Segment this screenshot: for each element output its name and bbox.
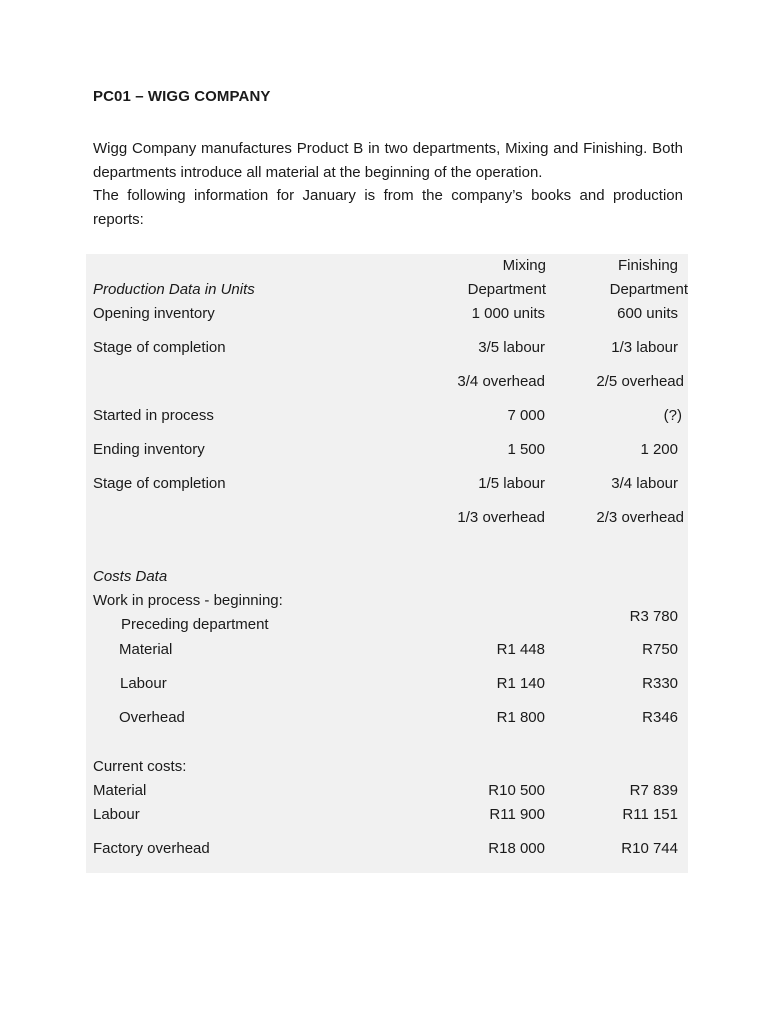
costs-section-label: Costs Data xyxy=(93,568,168,585)
table-row xyxy=(86,608,688,637)
table-row xyxy=(86,706,688,730)
table-row xyxy=(86,803,688,827)
finishing-value: 1/3 labour xyxy=(611,339,678,356)
table-row xyxy=(86,779,688,803)
mixing-value: R11 900 xyxy=(489,806,545,823)
finishing-value: 600 units xyxy=(617,305,678,322)
row-label: Stage of completion xyxy=(93,339,226,356)
finishing-value: R7 839 xyxy=(629,782,678,799)
finishing-value: R750 xyxy=(642,641,678,658)
finishing-value: 2/3 overhead xyxy=(596,509,684,526)
wip-label: Work in process - beginning: xyxy=(93,592,283,609)
intro-paragraph-1: Wigg Company manufactures Product B in two departments, Mixing and Finishing. Both departments introduce all material at the beginning of the operation. xyxy=(93,140,683,181)
current-costs-label: Current costs: xyxy=(93,758,187,775)
header-row-1 xyxy=(86,254,688,278)
mixing-value: R1 800 xyxy=(496,709,545,726)
costs-section-row xyxy=(86,565,688,589)
row-label: Stage of completion xyxy=(93,475,226,492)
table-row xyxy=(86,506,688,530)
row-label: Preceding department xyxy=(121,616,269,633)
table-row xyxy=(86,336,688,360)
finishing-value: R330 xyxy=(642,675,678,692)
mixing-value: R1 140 xyxy=(496,675,545,692)
row-label: Ending inventory xyxy=(93,441,205,458)
row-label: Material xyxy=(93,782,147,799)
row-label: Overhead xyxy=(119,709,185,726)
data-table xyxy=(86,254,688,873)
current-costs-heading-row xyxy=(86,755,688,779)
finishing-value: 2/5 overhead xyxy=(596,373,684,390)
table-row xyxy=(86,837,688,861)
finishing-value: R3 780 xyxy=(629,608,678,625)
table-row xyxy=(86,370,688,394)
table-row xyxy=(86,302,688,326)
row-label: Labour xyxy=(93,806,140,823)
mixing-header-line2: Department xyxy=(467,281,546,298)
mixing-value: R18 000 xyxy=(488,840,545,857)
table-row xyxy=(86,472,688,496)
document-title: PC01 – WIGG COMPANY xyxy=(93,88,271,105)
mixing-value: 1/3 overhead xyxy=(457,509,545,526)
mixing-value: 7 000 xyxy=(507,407,545,424)
mixing-value: R10 500 xyxy=(488,782,545,799)
mixing-value: 3/4 overhead xyxy=(457,373,545,390)
mixing-value: 1/5 labour xyxy=(478,475,545,492)
mixing-value: 1 000 units xyxy=(471,305,545,322)
intro-paragraph-2: The following information for January is from the company’s books and production reports: xyxy=(93,187,683,228)
mixing-header-line1: Mixing xyxy=(502,257,546,274)
row-label: Factory overhead xyxy=(93,840,210,857)
finishing-value: 3/4 labour xyxy=(611,475,678,492)
finishing-value: (?) xyxy=(663,407,682,424)
table-row xyxy=(86,404,688,428)
row-label: Material xyxy=(119,641,173,658)
production-section-label: Production Data in Units xyxy=(93,281,255,298)
table-row xyxy=(86,672,688,696)
wip-heading-row xyxy=(86,589,688,613)
row-label: Started in process xyxy=(93,407,214,424)
table-row xyxy=(86,438,688,462)
row-label: Labour xyxy=(120,675,167,692)
finishing-value: R346 xyxy=(642,709,678,726)
finishing-header-line2: Department xyxy=(609,281,688,298)
mixing-value: 3/5 labour xyxy=(478,339,545,356)
mixing-value: R1 448 xyxy=(496,641,545,658)
mixing-value: 1 500 xyxy=(507,441,545,458)
intro-text xyxy=(93,137,683,231)
table-row xyxy=(86,638,688,662)
finishing-header-line1: Finishing xyxy=(617,257,678,274)
row-label: Opening inventory xyxy=(93,305,215,322)
finishing-value: R11 151 xyxy=(622,806,678,823)
header-row-2 xyxy=(86,278,688,302)
finishing-value: 1 200 xyxy=(640,441,678,458)
finishing-value: R10 744 xyxy=(621,840,678,857)
